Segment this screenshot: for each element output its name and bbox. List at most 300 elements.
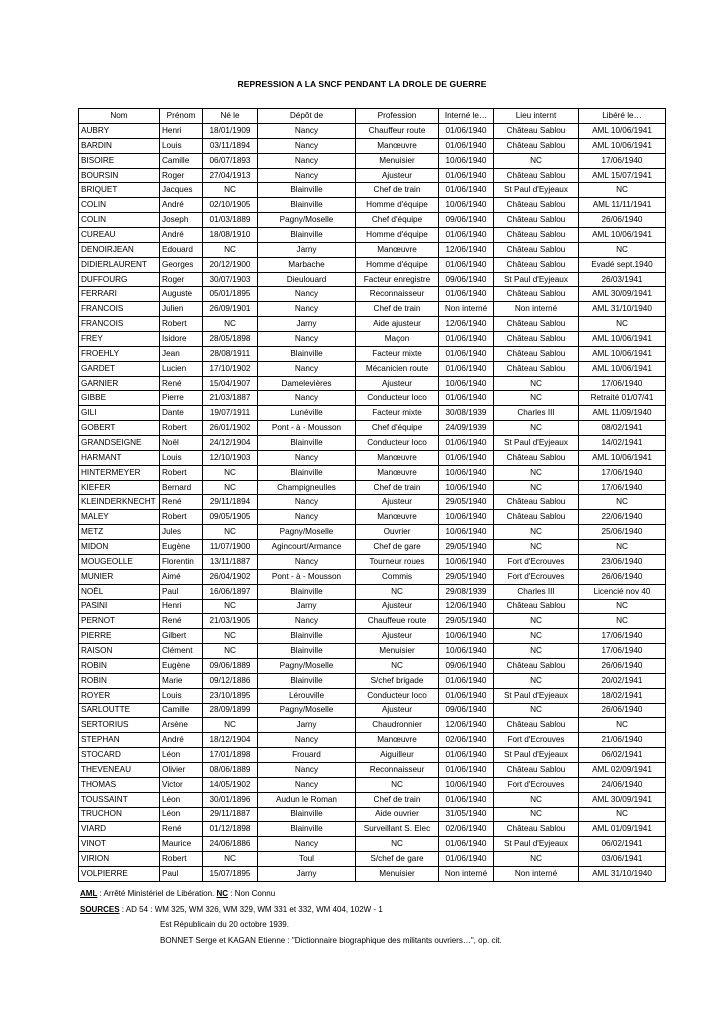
table-row xyxy=(79,272,666,287)
cell-libere-le: 17/06/1940 xyxy=(579,629,666,644)
cell-libere-le: 14/02/1941 xyxy=(579,436,666,451)
table-row xyxy=(79,421,666,436)
cell-ne-le: 26/04/1902 xyxy=(203,569,258,584)
cell-interne-le: 10/06/1940 xyxy=(439,198,494,213)
cell-libere-le: AML 10/06/1941 xyxy=(579,361,666,376)
cell-libere-le: 21/06/1940 xyxy=(579,733,666,748)
cell-prenom: Isidore xyxy=(160,332,203,347)
column-header-prenom: Prénom xyxy=(160,109,203,124)
internment-table xyxy=(78,108,666,882)
cell-lieu-internt: Château Sablou xyxy=(494,138,579,153)
cell-prenom: Joseph xyxy=(160,213,203,228)
cell-libere-le: NC xyxy=(579,807,666,822)
cell-libere-le: 06/02/1941 xyxy=(579,748,666,763)
cell-depot: Dieulouard xyxy=(258,272,356,287)
cell-depot: Blainville xyxy=(258,629,356,644)
cell-ne-le: 19/07/1911 xyxy=(203,406,258,421)
cell-nom: TOUSSAINT xyxy=(79,792,160,807)
cell-lieu-internt: Château Sablou xyxy=(494,450,579,465)
cell-prenom: Eugène xyxy=(160,540,203,555)
sources-text: : AD 54 : WM 325, WM 326, WM 329, WM 331 et 332, WM 404, 102W - 1 xyxy=(119,904,383,914)
table-row xyxy=(79,852,666,867)
cell-libere-le: 06/02/1941 xyxy=(579,837,666,852)
cell-lieu-internt: NC xyxy=(494,614,579,629)
legend-aml-abbr: AML xyxy=(80,889,98,898)
cell-lieu-internt: NC xyxy=(494,792,579,807)
cell-profession: Maçon xyxy=(356,332,439,347)
table-row xyxy=(79,748,666,763)
cell-prenom: Robert xyxy=(160,317,203,332)
cell-lieu-internt: St Paul d'Eyjeaux xyxy=(494,436,579,451)
cell-depot: Marbache xyxy=(258,257,356,272)
cell-interne-le: 12/06/1940 xyxy=(439,599,494,614)
cell-prenom: Louis xyxy=(160,138,203,153)
cell-libere-le: NC xyxy=(579,495,666,510)
table-row xyxy=(79,629,666,644)
cell-prenom: Léon xyxy=(160,792,203,807)
cell-lieu-internt: Non interné xyxy=(494,302,579,317)
cell-profession: Chef de train xyxy=(356,792,439,807)
cell-interne-le: 10/06/1940 xyxy=(439,629,494,644)
cell-profession: Menuisier xyxy=(356,644,439,659)
cell-nom: MIDON xyxy=(79,540,160,555)
cell-profession: NC xyxy=(356,837,439,852)
cell-lieu-internt: Fort d'Ecrouves xyxy=(494,569,579,584)
cell-libere-le: NC xyxy=(579,599,666,614)
cell-libere-le: 17/06/1940 xyxy=(579,480,666,495)
cell-libere-le: AML 30/09/1941 xyxy=(579,792,666,807)
cell-profession: Chauffeur route xyxy=(356,124,439,139)
cell-depot: Nancy xyxy=(258,302,356,317)
cell-prenom: Noël xyxy=(160,436,203,451)
cell-lieu-internt: Château Sablou xyxy=(494,213,579,228)
cell-nom: GOBERT xyxy=(79,421,160,436)
cell-libere-le: 17/06/1940 xyxy=(579,153,666,168)
cell-prenom: Robert xyxy=(160,421,203,436)
cell-lieu-internt: Château Sablou xyxy=(494,242,579,257)
cell-prenom: Paul xyxy=(160,866,203,881)
cell-nom: GARNIER xyxy=(79,376,160,391)
cell-lieu-internt: Château Sablou xyxy=(494,257,579,272)
cell-depot: Frouard xyxy=(258,748,356,763)
legend-line xyxy=(80,886,680,902)
cell-ne-le: 15/07/1895 xyxy=(203,866,258,881)
cell-nom: ROBIN xyxy=(79,673,160,688)
cell-prenom: Pierre xyxy=(160,391,203,406)
cell-ne-le: NC xyxy=(203,480,258,495)
cell-libere-le: NC xyxy=(579,718,666,733)
cell-lieu-internt: St Paul d'Eyjeaux xyxy=(494,183,579,198)
cell-interne-le: 10/06/1940 xyxy=(439,554,494,569)
table-row xyxy=(79,822,666,837)
column-header-lieu-internt: Lieu internt xyxy=(494,109,579,124)
cell-depot: Pagny/Moselle xyxy=(258,525,356,540)
cell-libere-le: 25/06/1940 xyxy=(579,525,666,540)
cell-prenom: René xyxy=(160,614,203,629)
cell-lieu-internt: NC xyxy=(494,480,579,495)
cell-profession: Chef d'équipe xyxy=(356,421,439,436)
cell-interne-le: 01/06/1940 xyxy=(439,183,494,198)
cell-interne-le: 29/05/1940 xyxy=(439,614,494,629)
cell-interne-le: 24/09/1939 xyxy=(439,421,494,436)
table-row xyxy=(79,450,666,465)
cell-profession: Reconnaisseur xyxy=(356,287,439,302)
table-row xyxy=(79,391,666,406)
table-row xyxy=(79,495,666,510)
cell-prenom: Marie xyxy=(160,673,203,688)
legend-nc-abbr: NC xyxy=(216,889,229,898)
cell-profession: Chef de gare xyxy=(356,540,439,555)
cell-libere-le: 08/02/1941 xyxy=(579,421,666,436)
cell-depot: Pont - à - Mousson xyxy=(258,569,356,584)
cell-ne-le: 30/01/1896 xyxy=(203,792,258,807)
cell-ne-le: 26/01/1902 xyxy=(203,421,258,436)
cell-lieu-internt: St Paul d'Eyjeaux xyxy=(494,748,579,763)
table-row xyxy=(79,777,666,792)
cell-depot: Jarny xyxy=(258,242,356,257)
cell-nom: GARDET xyxy=(79,361,160,376)
table-row xyxy=(79,673,666,688)
cell-interne-le: 01/06/1940 xyxy=(439,168,494,183)
cell-interne-le: 01/06/1940 xyxy=(439,852,494,867)
cell-profession: Conducteur loco xyxy=(356,688,439,703)
cell-libere-le: 26/06/1940 xyxy=(579,569,666,584)
cell-libere-le: AML 10/06/1941 xyxy=(579,346,666,361)
cell-interne-le: 29/05/1940 xyxy=(439,569,494,584)
cell-profession: NC xyxy=(356,658,439,673)
cell-ne-le: 17/01/1898 xyxy=(203,748,258,763)
cell-profession: Tourneur roues xyxy=(356,554,439,569)
table-row xyxy=(79,703,666,718)
cell-lieu-internt: Château Sablou xyxy=(494,718,579,733)
cell-interne-le: 09/06/1940 xyxy=(439,658,494,673)
cell-nom: PERNOT xyxy=(79,614,160,629)
cell-ne-le: 09/05/1905 xyxy=(203,510,258,525)
cell-libere-le: 17/06/1940 xyxy=(579,376,666,391)
cell-libere-le: 03/06/1941 xyxy=(579,852,666,867)
cell-depot: Lérouville xyxy=(258,688,356,703)
cell-profession: Chef d'équipe xyxy=(356,213,439,228)
cell-interne-le: Non interné xyxy=(439,302,494,317)
cell-nom: MOUGEOLLE xyxy=(79,554,160,569)
cell-libere-le: 24/06/1940 xyxy=(579,777,666,792)
cell-prenom: Eugène xyxy=(160,658,203,673)
cell-libere-le: NC xyxy=(579,317,666,332)
cell-lieu-internt: NC xyxy=(494,391,579,406)
cell-profession: Homme d'équipe xyxy=(356,198,439,213)
cell-interne-le: 01/06/1940 xyxy=(439,688,494,703)
table-row xyxy=(79,510,666,525)
cell-depot: Blainville xyxy=(258,198,356,213)
cell-libere-le: NC xyxy=(579,614,666,629)
source-dictionnaire: BONNET Serge et KAGAN Etienne : "Dictionnaire biographique des militants ouvriers…", op. cit. xyxy=(160,935,502,945)
cell-prenom: Robert xyxy=(160,510,203,525)
cell-depot: Toul xyxy=(258,852,356,867)
cell-interne-le: 29/05/1940 xyxy=(439,495,494,510)
cell-nom: BRIQUET xyxy=(79,183,160,198)
cell-profession: Manœuvre xyxy=(356,138,439,153)
cell-nom: VIRION xyxy=(79,852,160,867)
cell-libere-le: AML 10/06/1941 xyxy=(579,450,666,465)
cell-ne-le: 24/06/1886 xyxy=(203,837,258,852)
cell-lieu-internt: Non interné xyxy=(494,866,579,881)
cell-lieu-internt: NC xyxy=(494,525,579,540)
cell-libere-le: AML 10/06/1941 xyxy=(579,332,666,347)
cell-profession: Manœuvre xyxy=(356,465,439,480)
cell-ne-le: 28/08/1911 xyxy=(203,346,258,361)
cell-prenom: Camille xyxy=(160,703,203,718)
cell-libere-le: AML 01/09/1941 xyxy=(579,822,666,837)
table-row xyxy=(79,554,666,569)
cell-depot: Nancy xyxy=(258,153,356,168)
cell-prenom: René xyxy=(160,376,203,391)
cell-prenom: Camille xyxy=(160,153,203,168)
cell-profession: S/chef de gare xyxy=(356,852,439,867)
table-row xyxy=(79,287,666,302)
cell-prenom: Dante xyxy=(160,406,203,421)
cell-nom: RAISON xyxy=(79,644,160,659)
cell-depot: Blainville xyxy=(258,822,356,837)
cell-depot: Jarny xyxy=(258,718,356,733)
cell-ne-le: 21/03/1905 xyxy=(203,614,258,629)
cell-prenom: Jules xyxy=(160,525,203,540)
cell-ne-le: 26/09/1901 xyxy=(203,302,258,317)
cell-profession: Chaudronnier xyxy=(356,718,439,733)
cell-interne-le: 01/06/1940 xyxy=(439,332,494,347)
cell-depot: Jarny xyxy=(258,317,356,332)
cell-interne-le: 01/06/1940 xyxy=(439,361,494,376)
cell-interne-le: 02/06/1940 xyxy=(439,733,494,748)
cell-lieu-internt: St Paul d'Eyjeaux xyxy=(494,837,579,852)
cell-lieu-internt: Château Sablou xyxy=(494,346,579,361)
cell-ne-le: 28/05/1898 xyxy=(203,332,258,347)
cell-lieu-internt: Château Sablou xyxy=(494,822,579,837)
cell-interne-le: 10/06/1940 xyxy=(439,153,494,168)
cell-depot: Blainville xyxy=(258,228,356,243)
table-row xyxy=(79,614,666,629)
cell-depot: Pagny/Moselle xyxy=(258,213,356,228)
page-title: REPRESSION A LA SNCF PENDANT LA DROLE DE GUERRE xyxy=(237,79,487,89)
cell-ne-le: 01/03/1889 xyxy=(203,213,258,228)
cell-interne-le: 01/06/1940 xyxy=(439,450,494,465)
cell-interne-le: 09/06/1940 xyxy=(439,703,494,718)
table-row xyxy=(79,317,666,332)
cell-profession: Facteur mixte xyxy=(356,406,439,421)
cell-profession: Ouvrier xyxy=(356,525,439,540)
cell-nom: FRANCOIS xyxy=(79,317,160,332)
cell-libere-le: 20/02/1941 xyxy=(579,673,666,688)
column-header-interne-le: Interné le… xyxy=(439,109,494,124)
cell-ne-le: 29/11/1887 xyxy=(203,807,258,822)
cell-depot: Nancy xyxy=(258,554,356,569)
cell-profession: NC xyxy=(356,777,439,792)
cell-prenom: Clément xyxy=(160,644,203,659)
cell-libere-le: 26/06/1940 xyxy=(579,703,666,718)
cell-libere-le: Evadé sept.1940 xyxy=(579,257,666,272)
cell-ne-le: 01/12/1898 xyxy=(203,822,258,837)
cell-lieu-internt: NC xyxy=(494,644,579,659)
cell-interne-le: 10/06/1940 xyxy=(439,525,494,540)
cell-nom: DENOIRJEAN xyxy=(79,242,160,257)
cell-prenom: Louis xyxy=(160,688,203,703)
cell-libere-le: 26/06/1940 xyxy=(579,658,666,673)
table-row xyxy=(79,183,666,198)
cell-interne-le: 12/06/1940 xyxy=(439,718,494,733)
cell-profession: Homme d'équipe xyxy=(356,257,439,272)
cell-libere-le: AML 10/06/1941 xyxy=(579,124,666,139)
table-row xyxy=(79,406,666,421)
cell-prenom: Bernard xyxy=(160,480,203,495)
cell-depot: Nancy xyxy=(258,614,356,629)
cell-nom: VOLPIERRE xyxy=(79,866,160,881)
cell-profession: S/chef brigade xyxy=(356,673,439,688)
cell-nom: BARDIN xyxy=(79,138,160,153)
table-row xyxy=(79,866,666,881)
table-row xyxy=(79,644,666,659)
cell-libere-le: NC xyxy=(579,183,666,198)
cell-ne-le: 09/12/1886 xyxy=(203,673,258,688)
cell-nom: THEVENEAU xyxy=(79,762,160,777)
cell-nom: STEPHAN xyxy=(79,733,160,748)
cell-nom: FRANCOIS xyxy=(79,302,160,317)
cell-depot: Nancy xyxy=(258,332,356,347)
cell-libere-le: AML 31/10/1940 xyxy=(579,302,666,317)
table-row xyxy=(79,436,666,451)
cell-interne-le: 01/06/1940 xyxy=(439,748,494,763)
cell-prenom: René xyxy=(160,822,203,837)
cell-prenom: Aimé xyxy=(160,569,203,584)
cell-interne-le: 01/06/1940 xyxy=(439,124,494,139)
cell-profession: Conducteur loco xyxy=(356,391,439,406)
cell-prenom: Henri xyxy=(160,599,203,614)
cell-libere-le: 22/06/1940 xyxy=(579,510,666,525)
cell-lieu-internt: Château Sablou xyxy=(494,510,579,525)
cell-prenom: Maurice xyxy=(160,837,203,852)
cell-interne-le: 02/06/1940 xyxy=(439,822,494,837)
cell-lieu-internt: NC xyxy=(494,153,579,168)
cell-depot: Lunéville xyxy=(258,406,356,421)
cell-interne-le: 10/06/1940 xyxy=(439,510,494,525)
cell-ne-le: 18/12/1904 xyxy=(203,733,258,748)
cell-prenom: Roger xyxy=(160,168,203,183)
cell-depot: Nancy xyxy=(258,450,356,465)
table-row xyxy=(79,480,666,495)
cell-depot: Blainville xyxy=(258,183,356,198)
cell-lieu-internt: Château Sablou xyxy=(494,287,579,302)
table-row xyxy=(79,138,666,153)
cell-depot: Audun le Roman xyxy=(258,792,356,807)
cell-lieu-internt: Château Sablou xyxy=(494,762,579,777)
cell-nom: COLIN xyxy=(79,198,160,213)
cell-interne-le: 10/06/1940 xyxy=(439,480,494,495)
cell-depot: Agincourt/Armance xyxy=(258,540,356,555)
table-row xyxy=(79,540,666,555)
cell-prenom: Paul xyxy=(160,584,203,599)
cell-lieu-internt: NC xyxy=(494,629,579,644)
cell-nom: NOËL xyxy=(79,584,160,599)
column-header-libere-le: Libéré le… xyxy=(579,109,666,124)
cell-interne-le: 29/05/1940 xyxy=(439,540,494,555)
table-row xyxy=(79,198,666,213)
cell-nom: DUFFOURG xyxy=(79,272,160,287)
cell-lieu-internt: Château Sablou xyxy=(494,495,579,510)
cell-profession: Ajusteur xyxy=(356,168,439,183)
cell-lieu-internt: St Paul d'Eyjeaux xyxy=(494,688,579,703)
cell-nom: GILI xyxy=(79,406,160,421)
cell-interne-le: 10/06/1940 xyxy=(439,376,494,391)
cell-prenom: André xyxy=(160,198,203,213)
table-row xyxy=(79,228,666,243)
cell-lieu-internt: NC xyxy=(494,465,579,480)
cell-ne-le: NC xyxy=(203,465,258,480)
cell-profession: Chef de train xyxy=(356,183,439,198)
cell-ne-le: NC xyxy=(203,183,258,198)
cell-profession: NC xyxy=(356,584,439,599)
cell-depot: Pont - à - Mousson xyxy=(258,421,356,436)
cell-nom: BISOIRE xyxy=(79,153,160,168)
table-row xyxy=(79,599,666,614)
cell-libere-le: AML 15/07/1941 xyxy=(579,168,666,183)
cell-prenom: Jacques xyxy=(160,183,203,198)
cell-depot: Nancy xyxy=(258,510,356,525)
cell-ne-le: 13/11/1887 xyxy=(203,554,258,569)
cell-interne-le: 01/06/1940 xyxy=(439,837,494,852)
cell-libere-le: Licencié nov 40 xyxy=(579,584,666,599)
cell-interne-le: 01/06/1940 xyxy=(439,673,494,688)
cell-profession: Manœuvre xyxy=(356,242,439,257)
table-row xyxy=(79,837,666,852)
cell-ne-le: 16/06/1897 xyxy=(203,584,258,599)
cell-prenom: Lucien xyxy=(160,361,203,376)
cell-prenom: René xyxy=(160,495,203,510)
cell-libere-le: AML 11/09/1940 xyxy=(579,406,666,421)
cell-depot: Blainville xyxy=(258,644,356,659)
cell-interne-le: 10/06/1940 xyxy=(439,465,494,480)
cell-profession: Menuisier xyxy=(356,153,439,168)
cell-prenom: Henri xyxy=(160,124,203,139)
cell-libere-le: 23/06/1940 xyxy=(579,554,666,569)
cell-libere-le: 17/06/1940 xyxy=(579,644,666,659)
cell-libere-le: 17/06/1940 xyxy=(579,465,666,480)
cell-depot: Blainville xyxy=(258,807,356,822)
cell-interne-le: 10/06/1940 xyxy=(439,777,494,792)
cell-nom: STOCARD xyxy=(79,748,160,763)
cell-lieu-internt: Château Sablou xyxy=(494,124,579,139)
table-row xyxy=(79,302,666,317)
cell-libere-le: 26/03/1941 xyxy=(579,272,666,287)
table-body xyxy=(79,124,666,882)
cell-nom: KIEFER xyxy=(79,480,160,495)
cell-nom: TRUCHON xyxy=(79,807,160,822)
table-row xyxy=(79,346,666,361)
source-est-republicain: Est Républicain du 20 octobre 1939. xyxy=(160,920,289,929)
cell-ne-le: 28/09/1899 xyxy=(203,703,258,718)
cell-libere-le: NC xyxy=(579,242,666,257)
cell-depot: Nancy xyxy=(258,391,356,406)
table-row xyxy=(79,688,666,703)
cell-interne-le: 01/06/1940 xyxy=(439,762,494,777)
cell-lieu-internt: NC xyxy=(494,673,579,688)
cell-ne-le: 14/05/1902 xyxy=(203,777,258,792)
cell-interne-le: 01/06/1940 xyxy=(439,391,494,406)
cell-nom: BOURSIN xyxy=(79,168,160,183)
cell-libere-le: AML 11/11/1941 xyxy=(579,198,666,213)
cell-prenom: Robert xyxy=(160,852,203,867)
cell-ne-le: 18/01/1909 xyxy=(203,124,258,139)
cell-ne-le: 23/10/1895 xyxy=(203,688,258,703)
cell-libere-le: AML 30/09/1941 xyxy=(579,287,666,302)
cell-nom: HINTERMEYER xyxy=(79,465,160,480)
